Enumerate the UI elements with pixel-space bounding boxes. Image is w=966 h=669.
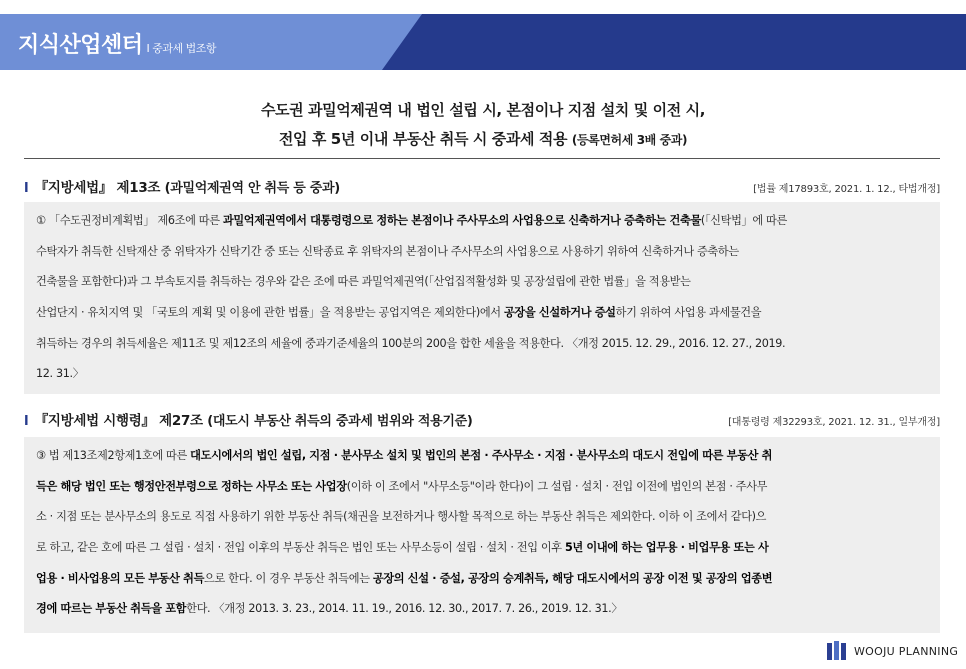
body-text: ③ 법 제13조제2항제1호에 따른 (36, 449, 191, 462)
body-text: (「신탁법」에 따른 (700, 214, 787, 227)
text-line (36, 206, 928, 237)
wooju-logo-icon (826, 640, 848, 662)
text-line (36, 329, 928, 360)
text-line (36, 594, 928, 625)
main-title-line2: 전입 후 5년 이내 부동산 취득 시 중과세 적용 (278, 130, 568, 148)
section1-text-box (24, 202, 940, 394)
divider (24, 158, 940, 159)
section2-revision: [대통령령 제32293호, 2021. 12. 31., 일부개정] (728, 417, 940, 428)
text-line (36, 441, 928, 472)
emphasis-text: 과밀억제권역에서 대통령령으로 정하는 본점이나 주사무소의 사업용으로 신축하거나 증축하는 건축물 (222, 214, 701, 227)
company-logo (826, 640, 958, 662)
header-subtitle: I 중과세 법조항 (146, 42, 217, 55)
body-text: (이하 이 조에서 "사무소등"이라 한다)이 그 설립 · 설치 · 전입 이전에 법인의 본점 · 주사무 (346, 479, 768, 493)
emphasis-text: 득은 해당 법인 또는 행정안전부령으로 정하는 사무소 또는 사업장 (36, 479, 347, 493)
header-diagonal (382, 14, 422, 70)
header-title-group (18, 28, 216, 59)
text-line (36, 267, 928, 298)
body-text: ① 「수도권정비계획법」 제6조에 따른 (36, 214, 223, 227)
emphasis-text: 5년 이내에 하는 업무용 · 비업무용 또는 사 (564, 541, 769, 555)
body-text: 취득하는 경우의 취득세율은 제11조 및 제12조의 세율에 중과기준세율의 100분의 200을 합한 세율을 적용한다. 〈개정 2015. 12. 29., 2016. 12. 27., 2019. (36, 336, 786, 350)
section2-subtitle: (대도시 부동산 취득의 중과세 범위와 적용기준) (207, 414, 473, 429)
text-line (36, 237, 928, 268)
section2-heading (24, 409, 940, 429)
main-title (0, 96, 966, 155)
header-title: 지식산업센터 (18, 33, 143, 58)
header-banner (0, 14, 966, 70)
section2-text-box (24, 437, 940, 633)
main-title-line1: 수도권 과밀억제권역 내 법인 설립 시, 본점이나 지점 설치 및 이전 시, (260, 101, 706, 119)
text-line (36, 472, 928, 503)
logo-text: WOOJU PLANNING (854, 644, 959, 658)
section1-heading (24, 176, 940, 196)
body-text: 수탁자가 취득한 신탁재산 중 위탁자가 신탁기간 중 또는 신탁종료 후 위탁자의 본점이나 주사무소의 사업용으로 사용하기 위하여 신축하거나 증축하는 (36, 244, 739, 258)
body-text: 하기 위하여 사업용 과세물건을 (615, 306, 762, 320)
emphasis-text: 공장의 신설 · 증설, 공장의 승계취득, 해당 대도시에서의 공장 이전 및 공장의 업종변 (372, 571, 773, 585)
section1-bullet: l (24, 180, 29, 196)
body-text: 12. 31.〉 (36, 367, 84, 381)
emphasis-text: 공장을 신설하거나 증설 (503, 306, 616, 320)
section1-law-title (24, 176, 340, 196)
text-line (36, 298, 928, 329)
main-title-note: (등록면허세 3배 중과) (571, 133, 688, 147)
section2-law: 『지방세법 시행령』 제27조 (34, 413, 203, 429)
section2-law-title (24, 409, 473, 429)
emphasis-text: 대도시에서의 법인 설립, 지점 · 분사무소 설치 및 법인의 본점 · 주사무소 · 지점 · 분사무소의 대도시 전입에 따른 부동산 취 (190, 449, 773, 462)
section1-revision: [법률 제17893호, 2021. 1. 12., 타법개정] (753, 184, 940, 195)
text-line (36, 502, 928, 533)
body-text: 로 하고, 같은 호에 따른 그 설립 · 설치 · 전입 이후의 부동산 취득은 법인 또는 사무소등이 설립 · 설치 · 전입 이후 (36, 541, 565, 555)
text-line (36, 359, 928, 390)
section2-bullet: l (24, 413, 29, 429)
emphasis-text: 업용 · 비사업용의 모든 부동산 취득 (36, 571, 205, 585)
body-text: 건축물을 포함한다)과 그 부속토지를 취득하는 경우와 같은 조에 따른 과밀억제권역(「산업집적활성화 및 공장설립에 관한 법률」을 적용받는 (36, 275, 691, 289)
section1-law: 『지방세법』 제13조 (34, 180, 161, 196)
section1-subtitle: (과밀억제권역 안 취득 등 중과) (164, 181, 340, 196)
body-text: 소 · 지점 또는 분사무소의 용도로 직접 사용하기 위한 부동산 취득(채권을 보전하거나 행사할 목적으로 하는 부동산 취득은 제외한다. 이하 이 조에서 같다)으 (36, 510, 767, 524)
main-title-line2-wrap (0, 125, 966, 155)
text-line (36, 533, 928, 564)
body-text: 으로 한다. 이 경우 부동산 취득에는 (204, 571, 373, 585)
text-line (36, 564, 928, 595)
body-text: 산업단지 · 유치지역 및 「국토의 계획 및 이용에 관한 법률」을 적용받는 공업지역은 제외한다)에서 (36, 306, 504, 320)
body-text: 한다. 〈개정 2013. 3. 23., 2014. 11. 19., 2016. 12. 30., 2017. 7. 26., 2019. 12. 31.〉 (186, 602, 623, 616)
emphasis-text: 경에 따르는 부동산 취득을 포함 (36, 602, 187, 616)
